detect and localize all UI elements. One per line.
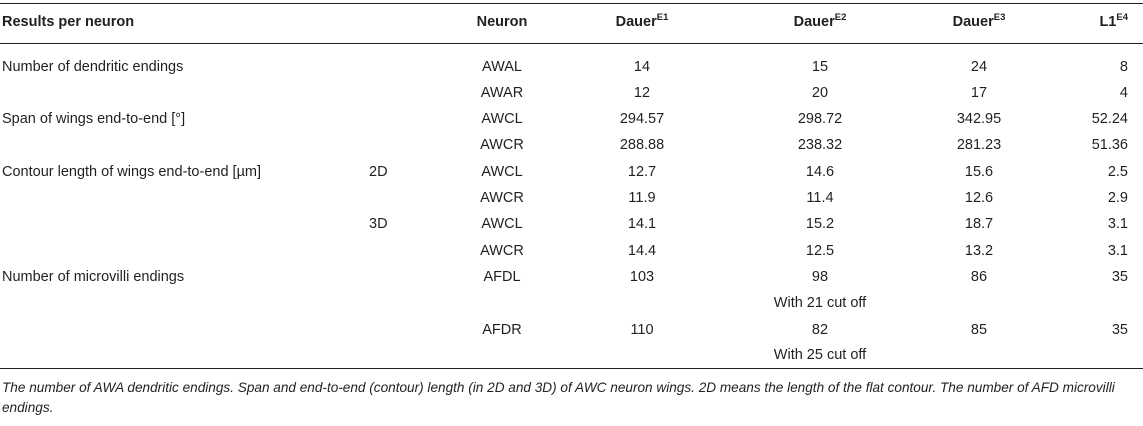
- row-dauer-e3: 13.2: [964, 243, 994, 259]
- row-dauer-e2: 20: [811, 85, 829, 101]
- row-neuron: AWCL: [481, 164, 523, 180]
- row-dauer-e2: 98: [811, 269, 829, 285]
- header-e1-base: Dauer: [615, 14, 657, 30]
- row-dauer-e3: 12.6: [964, 190, 994, 206]
- bottom-rule: [0, 368, 1143, 369]
- header-e4-sup: E4: [1116, 12, 1128, 23]
- row-dauer-e1: 110: [630, 322, 654, 338]
- row-dauer-e3: 18.7: [964, 216, 994, 232]
- row-l1-e4: 2.5: [1107, 164, 1128, 180]
- header-e4-base: L1: [1099, 14, 1117, 30]
- row-dauer-e2: 82: [811, 322, 829, 338]
- row-dauer-e1: 11.9: [628, 190, 656, 206]
- header-e3-base: Dauer: [952, 14, 994, 30]
- row-label: Number of dendritic endings: [2, 59, 184, 75]
- row-dauer-e3: 86: [970, 269, 988, 285]
- table-footnote: The number of AWA dendritic endings. Span and end-to-end (contour) length (in 2D and 3D) of AWC neuron wings. 2D means the length of the flat contour. The number of AFD microvilli endings.: [2, 380, 1115, 415]
- row-dim: 2D: [369, 164, 388, 180]
- header-e2-base: Dauer: [793, 14, 835, 30]
- row-dim: 3D: [369, 216, 388, 232]
- row-l1-e4: 2.9: [1107, 190, 1128, 206]
- row-l1-e4: 4: [1119, 85, 1128, 101]
- header-rule: [0, 43, 1143, 44]
- row-dauer-e3: 17: [970, 85, 988, 101]
- header-e1-sup: E1: [656, 12, 669, 23]
- row-neuron: AWCR: [480, 190, 524, 206]
- row-dauer-e2: 15: [811, 59, 829, 75]
- row-neuron: AWAR: [480, 85, 524, 101]
- row-dauer-e1: 103: [629, 269, 655, 285]
- row-neuron: AWCL: [481, 216, 523, 232]
- row-dauer-e2: 238.32: [797, 137, 843, 153]
- row-l1-e4: 52.24: [1091, 111, 1128, 127]
- header-dauer-e3: [920, 13, 1038, 31]
- row-dauer-e2-note: With 21 cut off: [773, 295, 867, 311]
- row-neuron: AWCR: [480, 137, 524, 153]
- row-l1-e4: 3.1: [1107, 243, 1128, 259]
- row-l1-e4: 35: [1111, 269, 1128, 285]
- header-dauer-e1: [583, 13, 701, 31]
- header-dauer-e2: [741, 13, 899, 31]
- row-dauer-e1: 294.57: [619, 111, 665, 127]
- row-dauer-e2: 11.4: [806, 190, 834, 206]
- row-dauer-e1: 14: [633, 59, 651, 75]
- row-dauer-e2: 298.72: [797, 111, 843, 127]
- row-dauer-e2: 15.2: [805, 216, 835, 232]
- row-dauer-e2: 14.6: [805, 164, 835, 180]
- row-l1-e4: 3.1: [1107, 216, 1128, 232]
- row-dauer-e1: 14.4: [627, 243, 657, 259]
- header-neuron: Neuron: [476, 14, 528, 30]
- row-neuron: AWAL: [481, 59, 523, 75]
- row-neuron: AFDL: [483, 269, 521, 285]
- row-dauer-e3: 15.6: [964, 164, 994, 180]
- header-l1-e4: [1099, 13, 1128, 31]
- row-l1-e4: 35: [1111, 322, 1128, 338]
- row-dauer-e3: 24: [970, 59, 988, 75]
- top-rule: [0, 3, 1143, 4]
- row-neuron: AWCR: [480, 243, 524, 259]
- header-e3-sup: E3: [993, 12, 1006, 23]
- row-dauer-e3: 342.95: [956, 111, 1002, 127]
- header-e2-sup: E2: [834, 12, 847, 23]
- row-neuron: AWCL: [481, 111, 523, 127]
- row-neuron: AFDR: [482, 322, 522, 338]
- row-label: Number of microvilli endings: [2, 269, 185, 285]
- row-dauer-e1: 12.7: [627, 164, 657, 180]
- row-label: Span of wings end-to-end [°]: [2, 111, 186, 127]
- row-dauer-e1: 14.1: [627, 216, 657, 232]
- header-results-per-neuron: Results per neuron: [2, 14, 135, 30]
- row-dauer-e2: 12.5: [805, 243, 835, 259]
- row-l1-e4: 8: [1119, 59, 1128, 75]
- row-l1-e4: 51.36: [1091, 137, 1128, 153]
- row-dauer-e3: 281.23: [956, 137, 1002, 153]
- row-dauer-e1: 12: [633, 85, 651, 101]
- row-label: Contour length of wings end-to-end [µm]: [2, 164, 262, 180]
- row-dauer-e2-note: With 25 cut off: [773, 347, 867, 363]
- row-dauer-e3: 85: [970, 322, 988, 338]
- row-dauer-e1: 288.88: [619, 137, 665, 153]
